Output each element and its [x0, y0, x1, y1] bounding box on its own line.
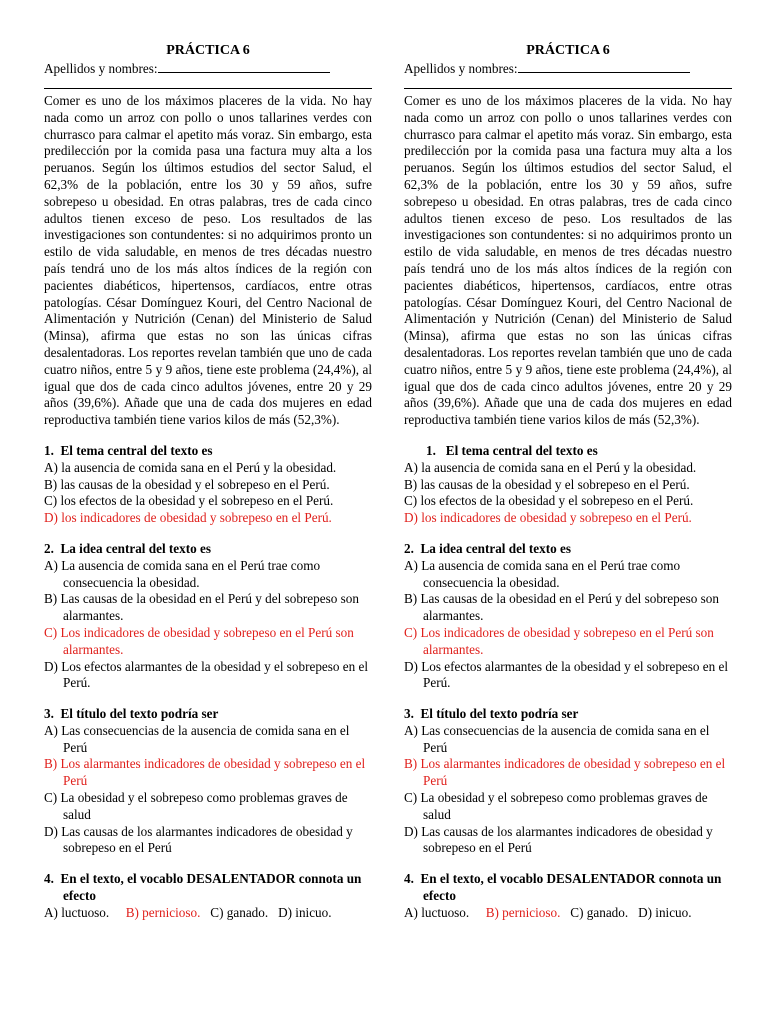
option-d-answer: D) los indicadores de obesidad y sobrepeso en el Perú.: [404, 510, 692, 526]
question-stem: 1. El tema central del texto es: [426, 442, 598, 458]
separator-line: [44, 78, 372, 89]
option-d: D) Los efectos alarmantes de la obesidad y el sobrepeso en el Perú.: [44, 658, 369, 691]
question-stem: 4. En el texto, el vocablo DESALENTADOR connota un efecto: [404, 871, 722, 904]
option-a: A) la ausencia de comida sana en el Perú y la obesidad.: [44, 459, 337, 475]
question-1: [44, 443, 372, 527]
option-b: B) las causas de la obesidad y el sobrepeso en el Perú.: [404, 476, 690, 492]
option-b: B) las causas de la obesidad y el sobrepeso en el Perú.: [44, 476, 330, 492]
question-4: [44, 871, 372, 921]
question-1: [404, 443, 732, 527]
option-c: C) ganado.: [210, 904, 269, 920]
separator-line: [404, 78, 732, 89]
question-stem: 3. El título del texto podría ser: [404, 706, 579, 722]
worksheet-right: [404, 40, 732, 922]
option-a: A) La ausencia de comida sana en el Perú trae como consecuencia la obesidad.: [44, 557, 321, 590]
question-2: [404, 541, 732, 692]
question-3: [404, 706, 732, 857]
option-c: C) La obesidad y el sobrepeso como problemas graves de salud: [404, 790, 708, 822]
option-c-answer: C) Los indicadores de obesidad y sobrepeso en el Perú son alarmantes.: [404, 624, 714, 657]
option-c: C) los efectos de la obesidad y el sobrepeso en el Perú.: [44, 493, 334, 509]
option-a: A) luctuoso.: [404, 904, 470, 920]
name-field: [44, 60, 372, 78]
question-stem: 2. La idea central del texto es: [44, 540, 212, 556]
option-b: B) Las causas de la obesidad en el Perú y del sobrepeso son alarmantes.: [404, 591, 719, 624]
name-blank-line: [158, 60, 330, 73]
reading-passage: Comer es uno de los máximos placeres de la vida. No hay nada como un arroz con pollo o unos tallarines verdes con churrasco para calmar el apetito más voraz. Sin embargo, esta predilección por la comida pasa una factura muy alta a los peruanos. Según los últimos estudios del sector Salud, el 62,3% de la población, entre los 30 y 59 años, sufre sobrepeso u obesidad. En otras palabras, tres de cada cinco adultos tienen exceso de peso. Los resultados de las investigaciones son contundentes: si no adquirimos pronto un estilo de vida saludable, en menos de tres décadas nuestro país tendrá uno de los más altos índices de la región con pacientes diabéticos, hipertensos, cardíacos, entre otras patologías. César Domínguez Kouri, del Centro Nacional de Alimentación y Nutrición (Cenan) del Ministerio de Salud (Minsa), afirma que estas no son las únicas cifras desalentadoras. Los reportes revelan también que uno de cada cuatro niños, entre 5 y 9 años, tiene este problema (24,4%), al igual que dos de cada cinco adultos jóvenes, entre 20 y 29 años (39,6%). Añade que una de cada dos mujeres en edad reproductiva también tiene varios kilos de más (52,3%).: [44, 93, 372, 428]
question-2: [44, 541, 372, 692]
worksheet-title: PRÁCTICA 6: [526, 43, 610, 58]
name-blank-line: [518, 60, 690, 73]
question-stem: 1. El tema central del texto es: [44, 442, 213, 458]
option-a: A) Las consecuencias de la ausencia de comida sana en el Perú: [404, 722, 710, 755]
option-d: D) Las causas de los alarmantes indicadores de obesidad y sobrepeso en el Perú: [44, 823, 353, 856]
worksheet-title: PRÁCTICA 6: [166, 43, 250, 58]
options-row: [404, 905, 732, 922]
option-d: D) inicuo.: [278, 904, 332, 920]
worksheet-left: [44, 40, 372, 922]
name-label: Apellidos y nombres:: [404, 61, 518, 76]
question-stem: 3. El título del texto podría ser: [44, 706, 219, 722]
name-label: Apellidos y nombres:: [44, 61, 158, 76]
option-b-answer: B) Los alarmantes indicadores de obesidad y sobrepeso en el Perú: [44, 756, 366, 789]
options-row: [44, 905, 372, 922]
option-c-answer: C) Los indicadores de obesidad y sobrepeso en el Perú son alarmantes.: [44, 624, 354, 657]
option-a: A) la ausencia de comida sana en el Perú y la obesidad.: [404, 459, 697, 475]
question-stem: 4. En el texto, el vocablo DESALENTADOR connota un efecto: [44, 871, 362, 904]
option-b-answer: B) pernicioso.: [485, 904, 561, 920]
option-d-answer: D) los indicadores de obesidad y sobrepeso en el Perú.: [44, 510, 332, 526]
option-d: D) Las causas de los alarmantes indicadores de obesidad y sobrepeso en el Perú: [404, 823, 713, 856]
question-3: [44, 706, 372, 857]
option-d: D) inicuo.: [638, 904, 692, 920]
option-a: A) Las consecuencias de la ausencia de comida sana en el Perú: [44, 722, 350, 755]
reading-passage: Comer es uno de los máximos placeres de la vida. No hay nada como un arroz con pollo o unos tallarines verdes con churrasco para calmar el apetito más voraz. Sin embargo, esta predilección por la comida pasa una factura muy alta a los peruanos. Según los últimos estudios del sector Salud, el 62,3% de la población, entre los 30 y 59 años, sufre sobrepeso u obesidad. En otras palabras, tres de cada cinco adultos tienen exceso de peso. Los resultados de las investigaciones son contundentes: si no adquirimos pronto un estilo de vida saludable, en menos de tres décadas nuestro país tendrá uno de los más altos índices de la región con pacientes diabéticos, hipertensos, cardíacos, entre otras patologías. César Domínguez Kouri, del Centro Nacional de Alimentación y Nutrición (Cenan) del Ministerio de Salud (Minsa), afirma que estas no son las únicas cifras desalentadoras. Los reportes revelan también que uno de cada cuatro niños, entre 5 y 9 años, tiene este problema (24,4%), al igual que dos de cada cinco adultos jóvenes, entre 20 y 29 años (39,6%). Añade que una de cada dos mujeres en edad reproductiva también tiene varios kilos de más (52,3%).: [404, 93, 732, 428]
name-field: [404, 60, 732, 78]
option-a: A) luctuoso.: [44, 904, 110, 920]
option-c: C) los efectos de la obesidad y el sobrepeso en el Perú.: [404, 493, 694, 509]
option-a: A) La ausencia de comida sana en el Perú trae como consecuencia la obesidad.: [404, 557, 681, 590]
option-d: D) Los efectos alarmantes de la obesidad y el sobrepeso en el Perú.: [404, 658, 729, 691]
option-c: C) La obesidad y el sobrepeso como problemas graves de salud: [44, 790, 348, 822]
question-stem: 2. La idea central del texto es: [404, 540, 572, 556]
question-4: [404, 871, 732, 921]
option-c: C) ganado.: [570, 904, 629, 920]
option-b-answer: B) Los alarmantes indicadores de obesidad y sobrepeso en el Perú: [404, 756, 726, 789]
option-b-answer: B) pernicioso.: [125, 904, 201, 920]
option-b: B) Las causas de la obesidad en el Perú y del sobrepeso son alarmantes.: [44, 591, 359, 624]
